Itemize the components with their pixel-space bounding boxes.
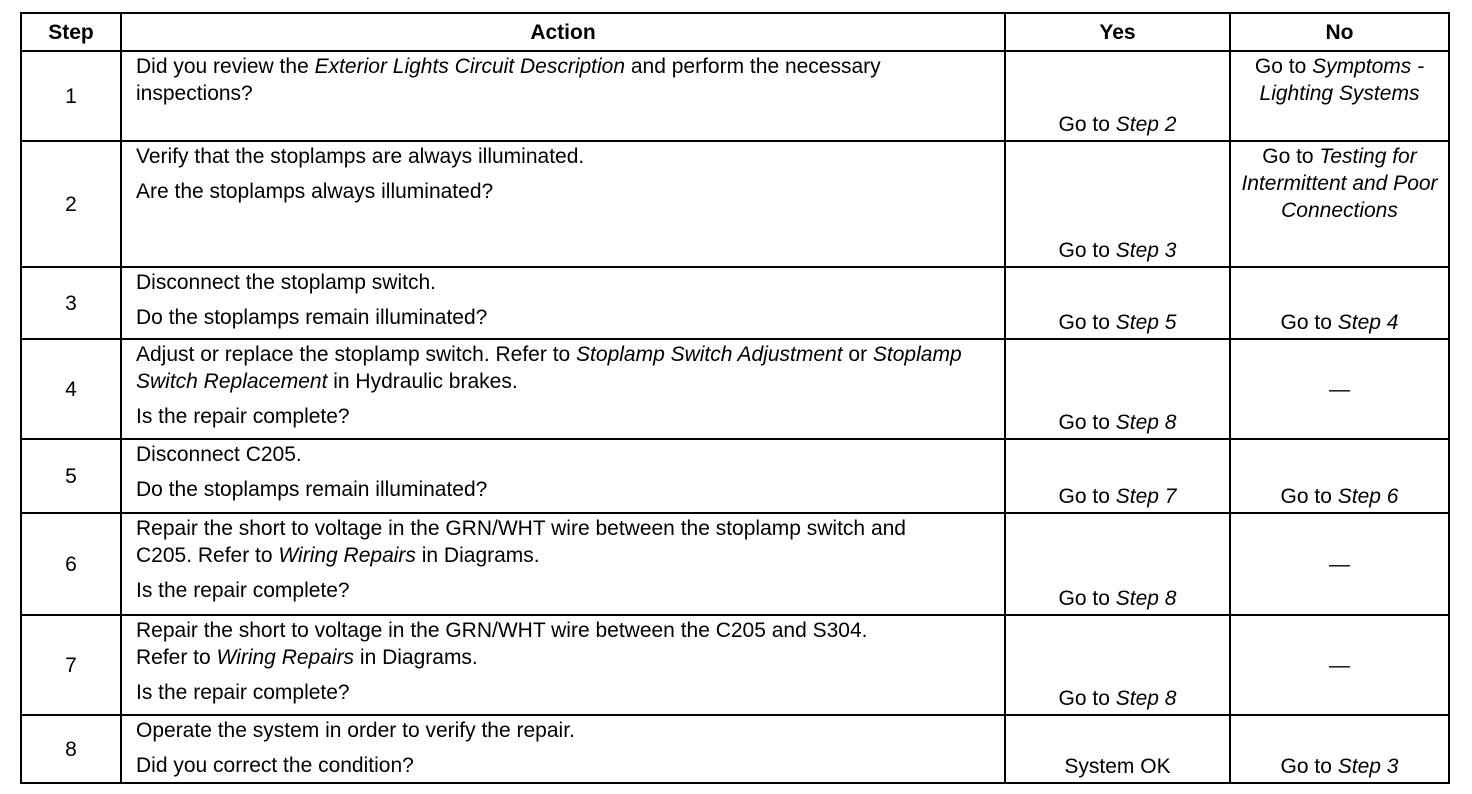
action-cell (121, 339, 1005, 439)
dash-mark: — (1329, 552, 1350, 576)
reference-link: Step 8 (1115, 411, 1177, 434)
yes-cell: Go to Step 8 (1005, 339, 1230, 439)
action-cell (121, 715, 1005, 783)
step-number: 2 (21, 141, 121, 267)
no-cell (1230, 339, 1449, 439)
table-row (21, 715, 1449, 783)
yes-cell: Go to Step 7 (1005, 439, 1230, 513)
action-text: Disconnect C205. (136, 443, 302, 466)
question-text: Do the stoplamps remain illuminated? (136, 306, 488, 329)
no-cell: Go to Step 3 (1230, 715, 1449, 783)
table-row (21, 513, 1449, 615)
action-text: Disconnect the stoplamp switch. (136, 271, 436, 294)
action-cell (121, 513, 1005, 615)
header-yes: Yes (1005, 13, 1230, 51)
step-number: 7 (21, 615, 121, 715)
reference-link: Step 7 (1115, 485, 1177, 508)
yes-cell: System OK (1005, 715, 1230, 783)
yes-cell: Go to Step 5 (1005, 267, 1230, 339)
header-step: Step (21, 13, 121, 51)
no-cell: Go to Testing for Intermittent and Poor Connections (1230, 141, 1449, 267)
reference-link: Symptoms - Lighting Systems (1259, 55, 1425, 105)
action-text: Operate the system in order to verify the repair. (136, 719, 575, 742)
header-row (21, 13, 1449, 51)
table-row (21, 615, 1449, 715)
reference-link: Testing for Intermittent and Poor Connections (1241, 145, 1438, 222)
reference-link: Exterior Lights Circuit Description (314, 55, 626, 78)
step-number: 6 (21, 513, 121, 615)
step-number: 8 (21, 715, 121, 783)
reference-link: Step 8 (1115, 687, 1177, 710)
table-row (21, 267, 1449, 339)
table-row (21, 51, 1449, 141)
reference-link: Wiring Repairs (216, 646, 355, 669)
reference-link: Stoplamp Switch Adjustment (576, 343, 843, 366)
table-row (21, 141, 1449, 267)
reference-link: Step 4 (1337, 311, 1399, 334)
action-cell (121, 439, 1005, 513)
no-cell (1230, 615, 1449, 715)
question-text: Is the repair complete? (136, 579, 350, 602)
action-text: Repair the short to voltage in the GRN/WHT wire between the C205 and S304. Refer to Wiring Repairs in Diagrams. (136, 619, 868, 669)
question-text: Did you correct the condition? (136, 754, 414, 777)
action-text: Repair the short to voltage in the GRN/WHT wire between the stoplamp switch and C205. Refer to Wiring Repairs in Diagrams. (136, 517, 906, 567)
reference-link: Step 3 (1337, 755, 1399, 778)
reference-link: Step 2 (1115, 113, 1177, 136)
no-cell (1230, 513, 1449, 615)
step-number: 3 (21, 267, 121, 339)
action-text: Did you review the Exterior Lights Circuit Description and perform the necessary inspections? (136, 55, 881, 105)
question-text: Is the repair complete? (136, 681, 350, 704)
question-text: Is the repair complete? (136, 405, 350, 428)
action-cell (121, 141, 1005, 267)
yes-cell: Go to Step 2 (1005, 51, 1230, 141)
reference-link: Step 3 (1115, 239, 1177, 262)
header-no: No (1230, 13, 1449, 51)
step-number: 5 (21, 439, 121, 513)
yes-cell: Go to Step 8 (1005, 513, 1230, 615)
no-cell: Go to Step 6 (1230, 439, 1449, 513)
action-cell (121, 267, 1005, 339)
question-text: Do the stoplamps remain illuminated? (136, 478, 488, 501)
reference-link: Step 6 (1337, 485, 1399, 508)
step-number: 1 (21, 51, 121, 141)
reference-link: Wiring Repairs (278, 544, 416, 567)
table-row (21, 439, 1449, 513)
question-text: Are the stoplamps always illuminated? (136, 180, 494, 203)
table-row (21, 339, 1449, 439)
no-cell: Go to Symptoms - Lighting Systems (1230, 51, 1449, 141)
step-number: 4 (21, 339, 121, 439)
action-cell (121, 615, 1005, 715)
action-text: Adjust or replace the stoplamp switch. Refer to Stoplamp Switch Adjustment or Stoplamp Switch Replacement in Hydraulic brakes. (136, 343, 962, 393)
reference-link: Stoplamp Switch Replacement (136, 343, 962, 393)
reference-link: Step 8 (1115, 587, 1177, 610)
action-cell (121, 51, 1005, 141)
reference-link: Step 5 (1115, 311, 1177, 334)
yes-cell: Go to Step 8 (1005, 615, 1230, 715)
yes-cell: Go to Step 3 (1005, 141, 1230, 267)
dash-mark: — (1329, 377, 1350, 401)
dash-mark: — (1329, 653, 1350, 677)
action-text: Verify that the stoplamps are always illuminated. (136, 145, 585, 168)
no-cell: Go to Step 4 (1230, 267, 1449, 339)
header-action: Action (121, 13, 1005, 51)
diagnostic-table (20, 12, 1450, 784)
